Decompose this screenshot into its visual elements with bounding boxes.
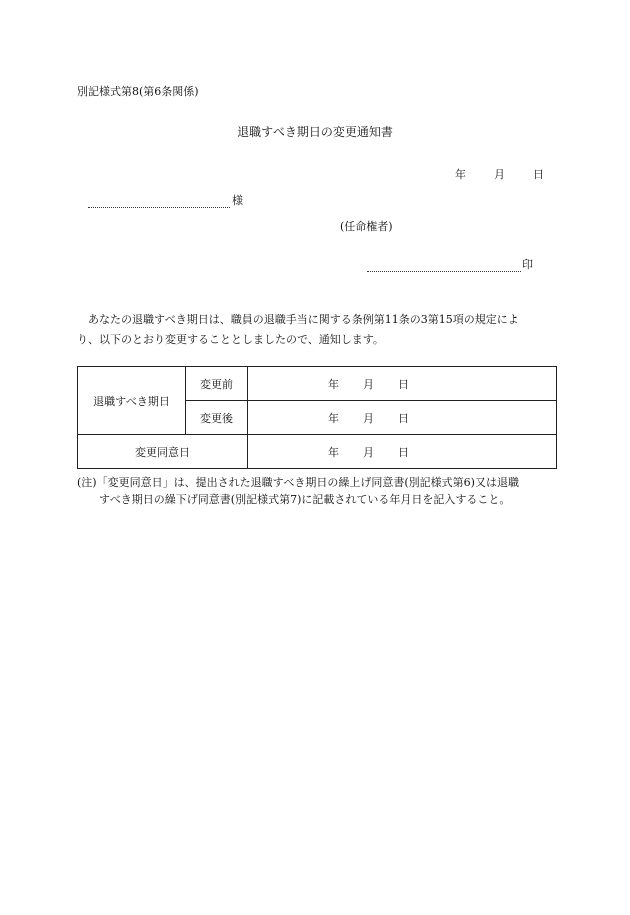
change-table xyxy=(77,366,557,469)
issue-date-day: 日 xyxy=(533,168,544,181)
footnote-line-2: すべき期日の繰下げ同意書(別記様式第7)に記載されている年月日を記入すること。 xyxy=(99,493,511,506)
footnote-line-1: (注)「変更同意日」は、提出された退職すべき期日の繰上げ同意書(別記様式第6)又は退職 xyxy=(77,476,519,489)
appointer-label: (任命権者) xyxy=(340,220,393,233)
after-year: 年 xyxy=(328,411,339,425)
after-change-label: 変更後 xyxy=(186,401,248,435)
recipient-honorific: 様 xyxy=(232,194,243,207)
table-row xyxy=(78,367,557,401)
consent-month: 月 xyxy=(363,445,374,459)
footnote xyxy=(77,474,567,508)
issue-date xyxy=(455,166,544,182)
issue-date-year: 年 xyxy=(455,168,466,181)
recipient-line xyxy=(88,192,243,208)
before-day: 日 xyxy=(398,377,409,391)
after-month: 月 xyxy=(363,411,374,425)
consent-year: 年 xyxy=(328,445,339,459)
after-day: 日 xyxy=(398,411,409,425)
issue-date-month: 月 xyxy=(494,168,505,181)
table-row xyxy=(78,435,557,469)
before-change-label: 変更前 xyxy=(186,367,248,401)
before-month: 月 xyxy=(363,377,374,391)
consent-date-label: 変更同意日 xyxy=(78,435,248,469)
seal-line xyxy=(367,256,533,272)
document-title: 退職すべき期日の変更通知書 xyxy=(237,125,393,139)
after-change-date[interactable] xyxy=(248,401,557,435)
notice-body-line-2: り、以下のとおり変更することとしましたので、通知します。 xyxy=(77,333,384,346)
before-year: 年 xyxy=(328,377,339,391)
notice-body xyxy=(77,310,567,350)
before-change-date[interactable] xyxy=(248,367,557,401)
appointer-name-blank[interactable] xyxy=(367,261,521,272)
consent-day: 日 xyxy=(398,445,409,459)
notice-body-line-1: あなたの退職すべき期日は、職員の退職手当に関する条例第11条の3第15項の規定によ xyxy=(88,313,519,326)
form-reference: 別記様式第8(第6条関係) xyxy=(77,85,199,98)
consent-date[interactable] xyxy=(248,435,557,469)
seal-mark: 印 xyxy=(522,258,533,271)
retirement-date-label: 退職すべき期日 xyxy=(78,367,186,435)
recipient-blank[interactable] xyxy=(88,197,230,208)
